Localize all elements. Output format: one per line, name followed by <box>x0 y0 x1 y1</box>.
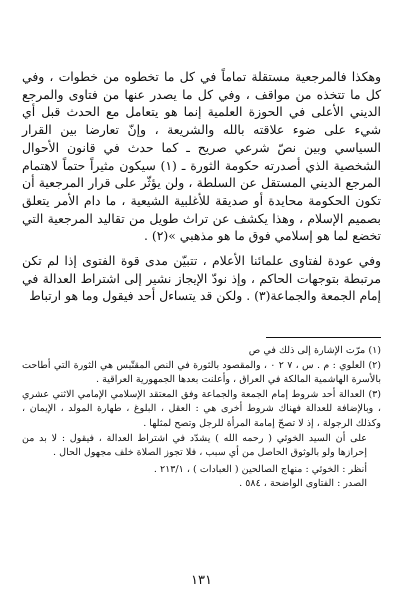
reference-2: الصدر : الفتاوى الواضحة ، ٥٨٤ . <box>239 478 367 490</box>
footnote-2: (٢) العلوي : م . س ، ٧ ٢ ٠ ، والمقصود بالثورة في النص المقتّبس هي الثورة التي أطاحت بالأسرة الهاشمية المالكة في العراق ، وأعلنت بعدها الجمهورية العراقية . <box>22 359 381 386</box>
footnote-separator <box>266 337 381 338</box>
page-number: ١٣١ <box>191 573 212 588</box>
reference-1: أنظر : الخوئي : منهاج الصالحين ( العبادات ) ، ٢١٣/١ . <box>153 463 367 475</box>
body-paragraph-2: وفي عودة لفتاوى علمائنا الأعلام ، تتبيّن مدى قوة الفتوى إذا لم تكن مرتبطة بتوجهات الحاكم ، وإذ نودّ الإيجاز نشير إلى اشتراط العدالة في إمام الجمعة والجماعة(٣) . ولكن قد يتساءل أحد فيقول وما هو ارتباط <box>22 253 381 304</box>
body-paragraph-1: وهكذا فالمرجعية مستقلة تماماً في كل ما تخطوه من خطوات ، وفي كل ما تتخذه من مواقف ، وفي كل ما يصدر عنها من فتاوى والمرجع الديني الأعلى في الحوزة العلمية إنما هو يتعامل مع الحدث قبل أي شيء على ضوء علاقته بالله والشريعة ، وإنّ تعارضا بين القرار السياسي وبين نصّ شرعي صريح ـ كما حدث في قانون الأحوال الشخصية الذي أصدرته حكومة الثورة ـ (١) سيكون مثيراً حتماً لاهتمام المرجع الديني المستقل عن السلطة ، ولن يؤثّر على قرار المرجعية أن تكون الحكومة محايدة أو صديقة للأغلبية الشيعية ، ما دام الأمر يتعلق بصميم الإسلام ، وهذا يكشف عن تراث طويل من تقاليد المرجعية التي تخضع لما هو إسلامي فوق ما هو مذهبي »(٢) . <box>22 69 381 244</box>
footnote-references <box>22 463 381 492</box>
footnotes <box>22 344 381 492</box>
footnote-1: (١) مرّت الإشارة إلى ذلك في ص <box>248 345 381 356</box>
main-text <box>22 68 381 312</box>
footnote-3-continuation: على أن السيد الخوئي ( رحمه الله ) يشدّد في اشتراط العدالة ، فيقول : لا بد من إحرازها ولو بالوثوق الحاصل من أي سبب ، فلا تجوز الصلاة خلف مجهول الحال . <box>22 432 367 459</box>
footnote-3: (٣) العدالة أحد شروط إمام الجمعة والجماعة وفق المعتقد الإسلامي الإمامي الاثني عشري ، وبالإضافة للعدالة فهناك شروط أخرى هي : العقل ، البلوغ ، طهارة المولد ، الإيمان ، وكذلك الرجولة ، إذ لا تصحّ إمامة المرأة للرجل وتصح لمثلها . <box>22 388 381 429</box>
